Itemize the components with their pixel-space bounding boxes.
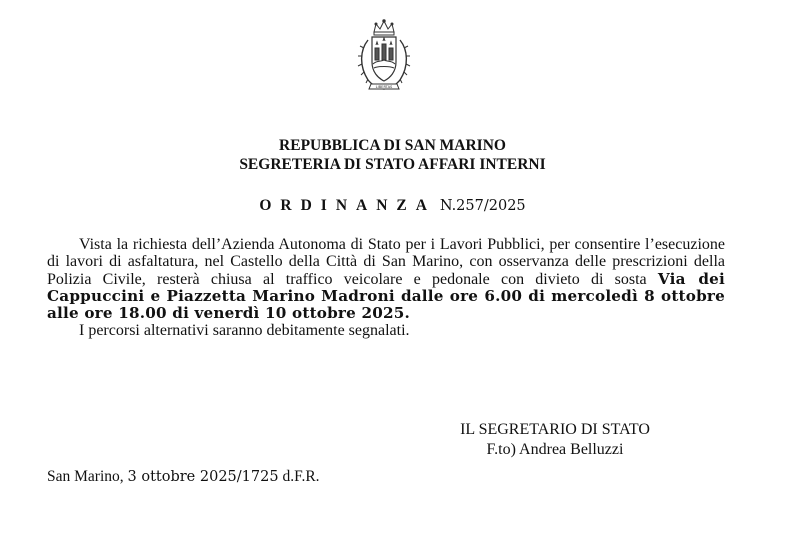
dateline-suffix: d.F.R. bbox=[278, 468, 320, 485]
signature-title: IL SEGRETARIO DI STATO bbox=[460, 421, 650, 438]
ordinanza-number: N.257/2025 bbox=[439, 198, 526, 214]
ordinance-paragraph bbox=[47, 236, 725, 322]
ordinance-text-bold: Via dei Cappuccini e Piazzetta Marino Madroni dalle ore 6.00 di mercoledì 8 ottobre alle ore 18.00 di venerdì 10 ottobre 2025. bbox=[47, 269, 725, 323]
ordinance-text: Vista la richiesta dell’Azienda Autonoma di Stato per i Lavori Pubblici, per consentire l’esecuzione di lavori di asfaltatura, nel Castello della Città di San Marino, con osservanza delle prescrizioni della Polizia Civile, resterà chiusa al traffico veicolare e pedonale con divieto di sosta bbox=[47, 236, 725, 288]
header-line-1: REPUBBLICA DI SAN MARINO bbox=[279, 137, 506, 154]
san-marino-coat-of-arms-icon bbox=[354, 18, 414, 96]
alternative-routes-note: I percorsi alternativi saranno debitamente segnalati. bbox=[79, 322, 410, 340]
ordinanza-title bbox=[0, 196, 785, 216]
dateline-date: 3 ottobre 2025/1725 bbox=[127, 469, 279, 485]
emblem-motto: LIBERTAS bbox=[375, 85, 393, 89]
dateline bbox=[47, 467, 320, 487]
dateline-place: San Marino, bbox=[47, 468, 128, 485]
header-line-2: SEGRETERIA DI STATO AFFARI INTERNI bbox=[239, 156, 546, 173]
signature-name: F.to) Andrea Belluzzi bbox=[486, 441, 624, 458]
ordinance-body bbox=[47, 236, 725, 340]
ordinanza-label: ORDINANZA bbox=[259, 197, 436, 214]
